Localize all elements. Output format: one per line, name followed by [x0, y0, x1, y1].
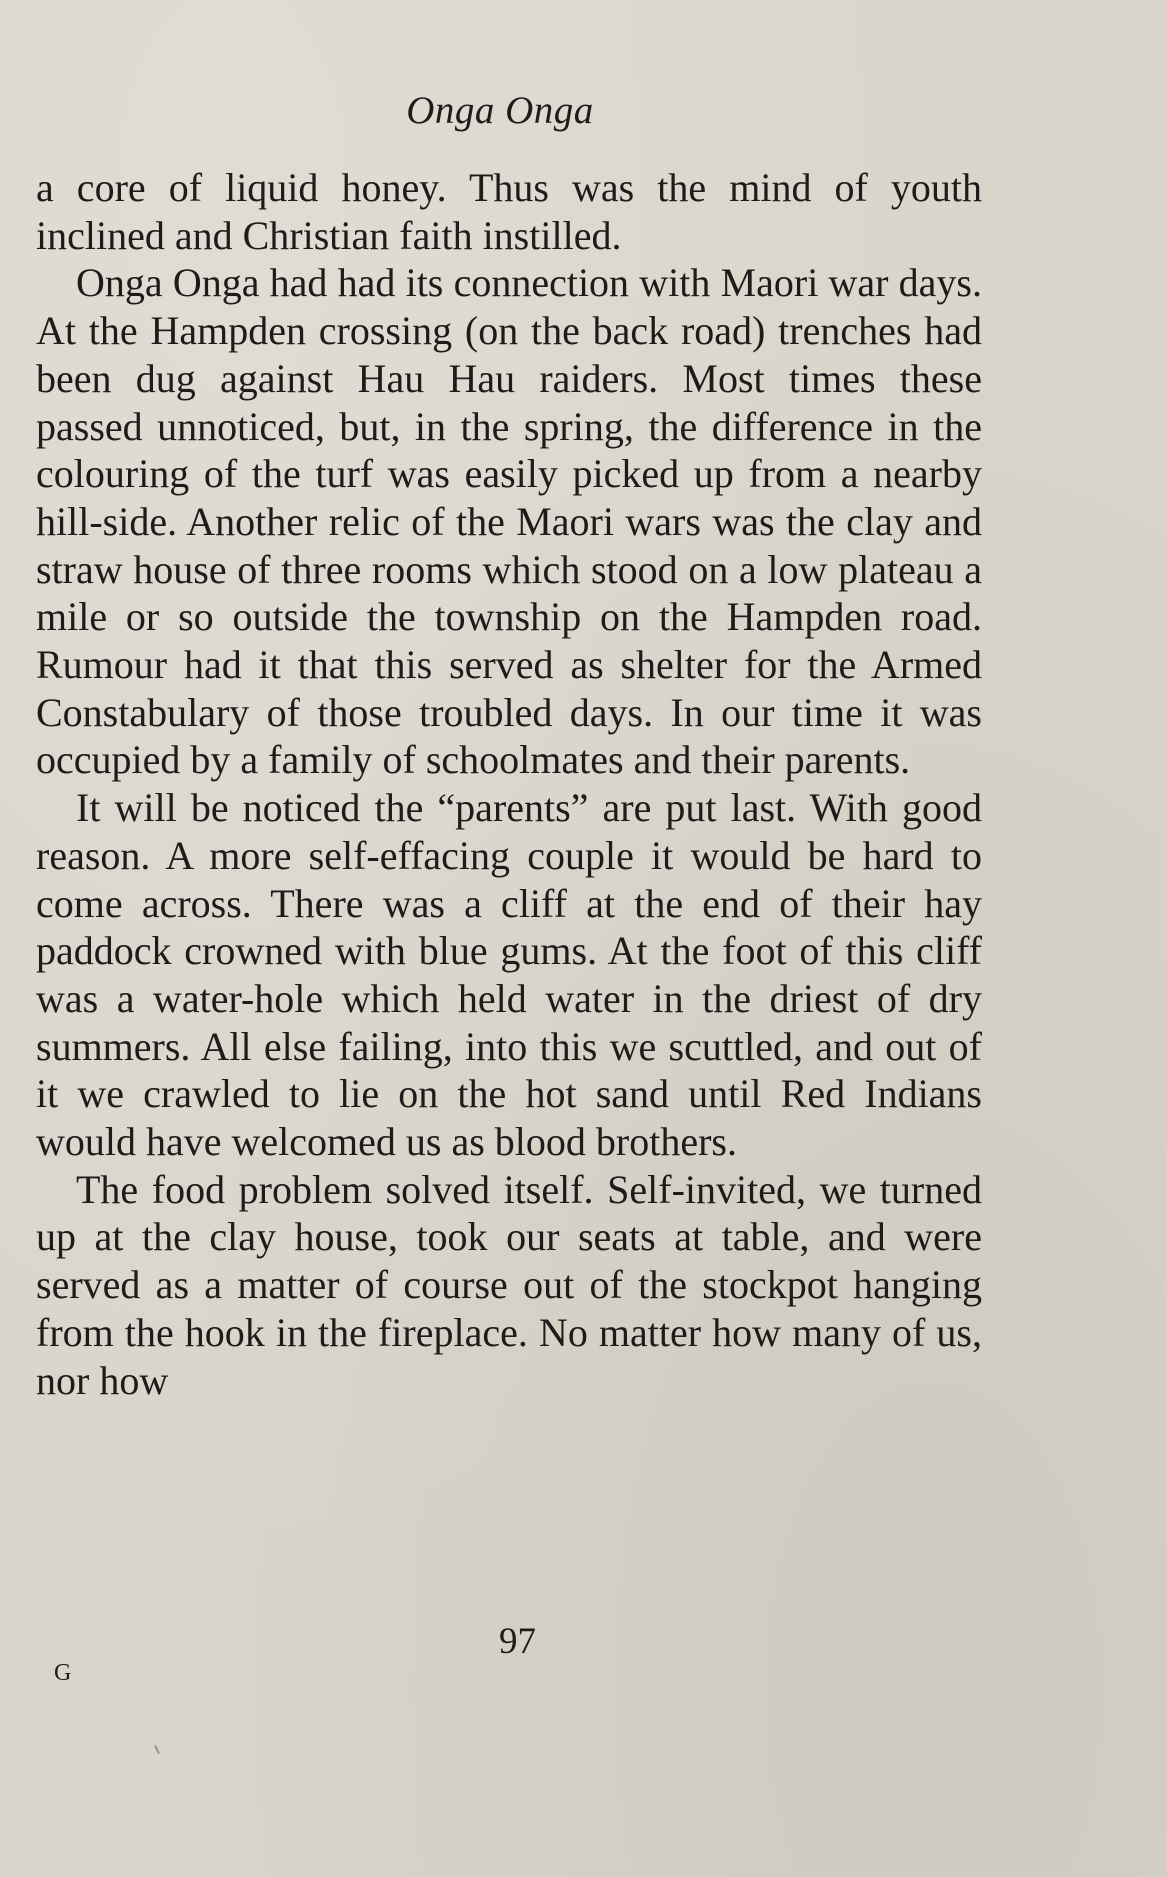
signature-mark: G: [54, 1660, 72, 1686]
paragraph: Onga Onga had had its connection with Maori war days. At the Hampden crossing (on the back road) trenches had been dug against Hau Hau raiders. Most times these passed unnoticed, but, in the spring, the difference in the colouring of the turf was easily picked up from a nearby hill-side. Another relic of the Maori wars was the clay and straw house of three rooms which stood on a low plateau a mile or so outside the township on the Hampden road. Rumour had it that this served as shelter for the Armed Constabulary of those troubled days. In our time it was occupied by a family of schoolmates and their parents.: [36, 260, 982, 783]
page-number: 97: [499, 1621, 536, 1662]
running-head: Onga Onga: [406, 89, 594, 132]
paragraph: The food problem solved itself. Self-invited, we turned up at the clay house, took our seats at table, and were served as a matter of course out of the stockpot hanging from the hook in the fireplace. No matter how many of us, nor how: [36, 1166, 982, 1403]
paper-speck: [154, 1745, 160, 1754]
body-text: [36, 164, 982, 1404]
paragraph: It will be noticed the “parents” are put last. With good reason. A more self-effacing couple it would be hard to come across. There was a cliff at the end of their hay paddock crowned with blue gums. At the foot of this cliff was a water-hole which held water in the driest of dry summers. All else failing, into this we scuttled, and out of it we crawled to lie on the hot sand until Red Indians would have welcomed us as blood brothers.: [36, 785, 982, 1165]
paragraph: a core of liquid honey. Thus was the mind of youth inclined and Christian faith instilled.: [36, 165, 982, 258]
